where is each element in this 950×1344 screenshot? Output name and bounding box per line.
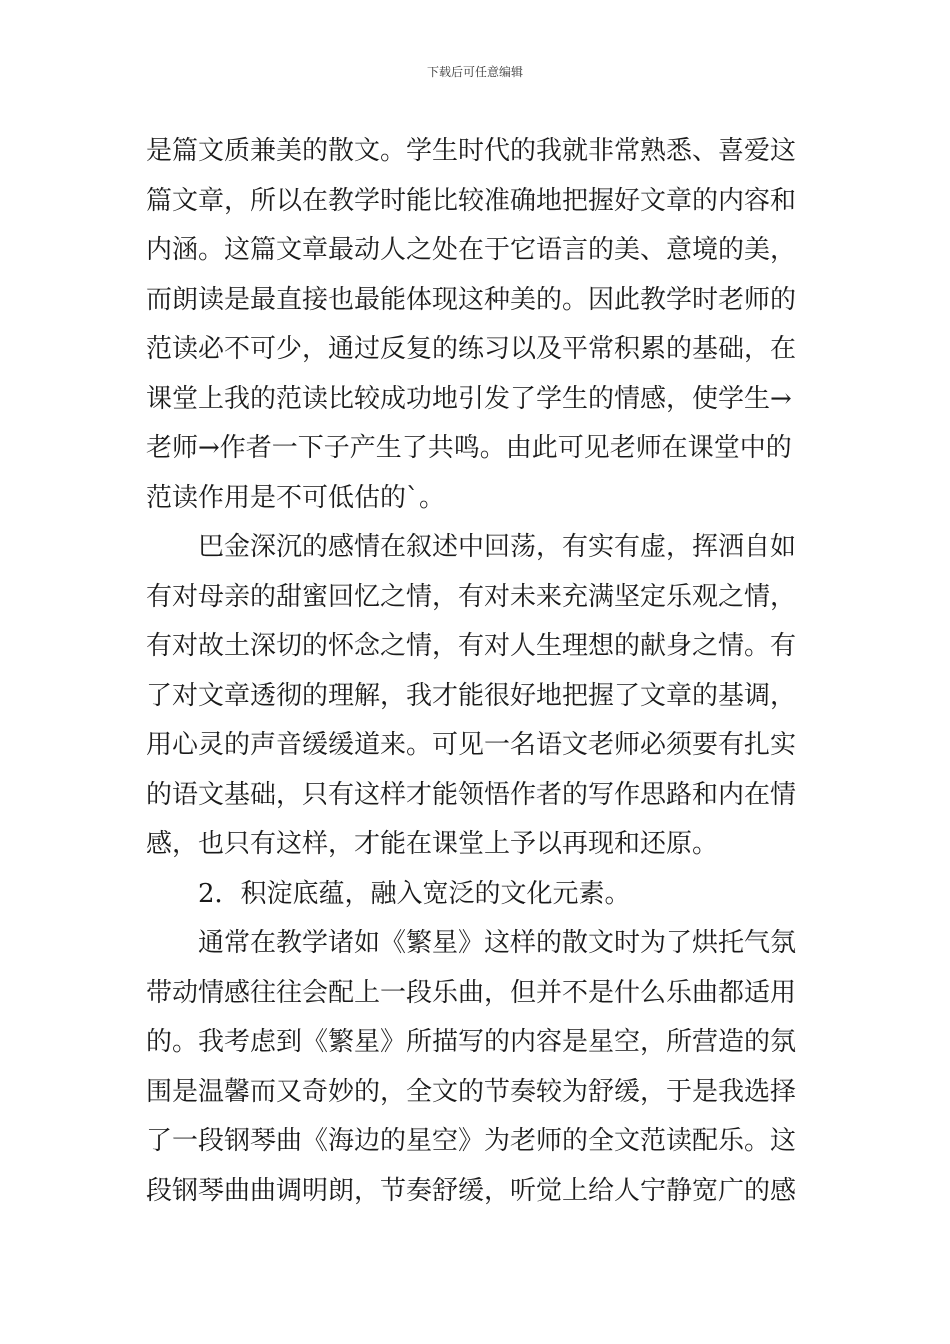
text-line: 用心灵的声音缓缓道来。可见一名语文老师必须要有扎实: [146, 730, 797, 760]
text-line: 有对故土深切的怀念之情，有对人生理想的献身之情。有: [146, 631, 797, 661]
page-header: 下载后可任意编辑: [426, 65, 523, 79]
text-line: 是篇文质兼美的散文。学生时代的我就非常熟悉、喜爱这: [146, 136, 797, 166]
text-line: 的语文基础，只有这样才能领悟作者的写作思路和内在情: [146, 779, 797, 810]
text-line: 围是温馨而又奇妙的，全文的节奏较为舒缓，于是我选择: [146, 1076, 797, 1107]
text-line: 内涵。这篇文章最动人之处在于它语言的美、意境的美，: [146, 235, 797, 265]
text-line: 而朗读是最直接也最能体现这种美的。因此教学时老师的: [146, 284, 797, 315]
text-line: 2．积淀底蕴，融入宽泛的文化元素。: [198, 878, 631, 909]
text-line: 带动情感往往会配上一段乐曲，但并不是什么乐曲都适用: [146, 977, 797, 1008]
text-line: 了一段钢琴曲《海边的星空》为老师的全文范读配乐。这: [146, 1126, 797, 1156]
text-line: 段钢琴曲曲调明朗，节奏舒缓，听觉上给人宁静宽广的感: [146, 1175, 797, 1206]
text-line: 有对母亲的甜蜜回忆之情，有对未来充满坚定乐观之情，: [146, 581, 797, 612]
text-line: 通常在教学诸如《繁星》这样的散文时为了烘托气氛: [198, 928, 797, 958]
text-line: 的。我考虑到《繁星》所描写的内容是星空，所营造的氛: [146, 1027, 797, 1057]
text-line: 篇文章，所以在教学时能比较准确地把握好文章的内容和: [146, 185, 797, 216]
text-line: 老师→作者一下子产生了共鸣。由此可见老师在课堂中的: [146, 433, 792, 463]
document-body: [146, 127, 816, 1216]
text-line: 巴金深沉的感情在叙述中回荡，有实有虚，挥洒自如: [198, 532, 797, 562]
text-line: 了对文章透彻的理解，我才能很好地把握了文章的基调，: [146, 680, 797, 711]
text-line: 范读作用是不可低估的`。: [146, 482, 446, 513]
text-line: 课堂上我的范读比较成功地引发了学生的情感，使学生→: [146, 383, 792, 414]
text-line: 范读必不可少，通过反复的练习以及平常积累的基础，在: [146, 334, 797, 364]
text-line: 感，也只有这样，才能在课堂上予以再现和还原。: [146, 829, 719, 859]
